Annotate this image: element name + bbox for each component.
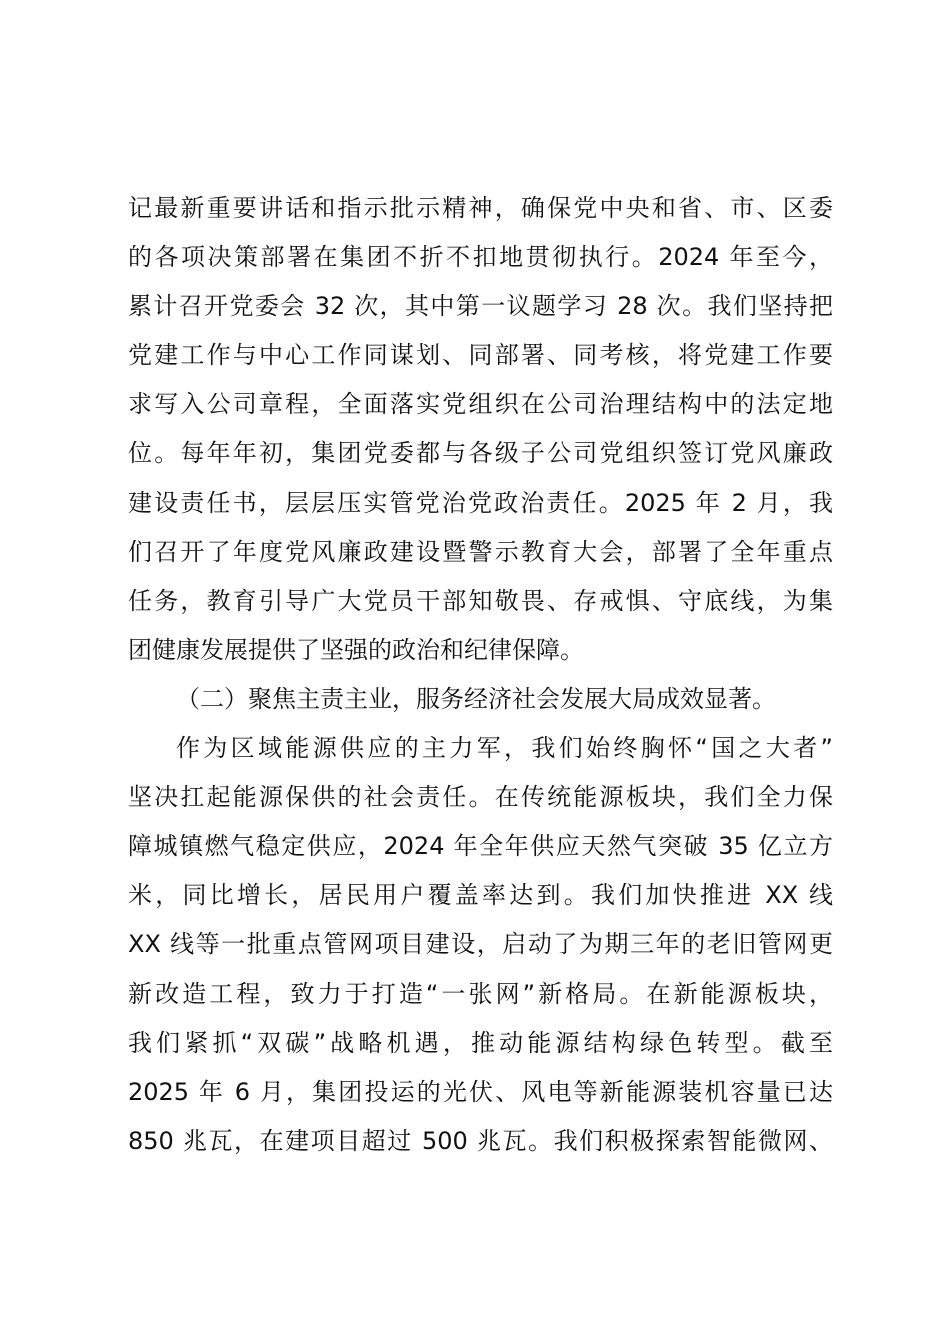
paragraph-line: 记最新重要讲话和指示批示精神，确保党中央和省、市、区委: [128, 194, 833, 222]
paragraph-energy-supply: [128, 724, 833, 1166]
paragraph-line: 建设责任书，层层压实管党治党政治责任。2025 年 2 月，我: [128, 488, 833, 517]
paragraph-party-building: [128, 184, 833, 675]
paragraph-line: 任务，教育引导广大党员干部知敬畏、存戒惧、守底线，为集: [128, 586, 833, 615]
paragraph-line: 党建工作与中心工作同谋划、同部署、同考核，将党建工作要: [128, 341, 833, 370]
paragraph-line: 团健康发展提供了坚强的政治和纪律保障。: [128, 635, 584, 664]
paragraph-line: 的各项决策部署在集团不折不扣地贯彻执行。2024 年至今，: [128, 243, 833, 272]
paragraph-line: 作为区域能源供应的主力军，我们始终胸怀“国之大者”: [176, 734, 833, 763]
paragraph-line: 我们紧抓“双碳”战略机遇，推动能源结构绿色转型。截至: [128, 1028, 833, 1057]
document-body: [128, 184, 833, 1166]
paragraph-line: 新改造工程，致力于打造“一张网”新格局。在新能源板块，: [128, 979, 833, 1008]
paragraph-line: 米，同比增长，居民用户覆盖率达到。我们加快推进 XX 线: [128, 881, 833, 910]
paragraph-line: 累计召开党委会 32 次，其中第一议题学习 28 次。我们坚持把: [128, 292, 833, 321]
paragraph-line: XX 线等一批重点管网项目建设，启动了为期三年的老旧管网更: [128, 930, 833, 959]
paragraph-line: 位。每年年初，集团党委都与各级子公司党组织签订党风廉政: [128, 439, 833, 468]
paragraph-line: 求写入公司章程，全面落实党组织在公司治理结构中的法定地: [128, 390, 833, 419]
paragraph-line: 们召开了年度党风廉政建设暨警示教育大会，部署了全年重点: [128, 537, 833, 566]
paragraph-line: 障城镇燃气稳定供应，2024 年全年供应天然气突破 35 亿立方: [128, 832, 833, 861]
paragraph-line: 2025 年 6 月，集团投运的光伏、风电等新能源装机容量已达: [128, 1077, 833, 1106]
paragraph-line: 850 兆瓦，在建项目超过 500 兆瓦。我们积极探索智能微网、: [128, 1126, 833, 1155]
section-heading: （二）聚焦主责主业，服务经济社会发展大局成效显著。: [176, 684, 776, 713]
paragraph-line: 坚决扛起能源保供的社会责任。在传统能源板块，我们全力保: [128, 783, 833, 812]
